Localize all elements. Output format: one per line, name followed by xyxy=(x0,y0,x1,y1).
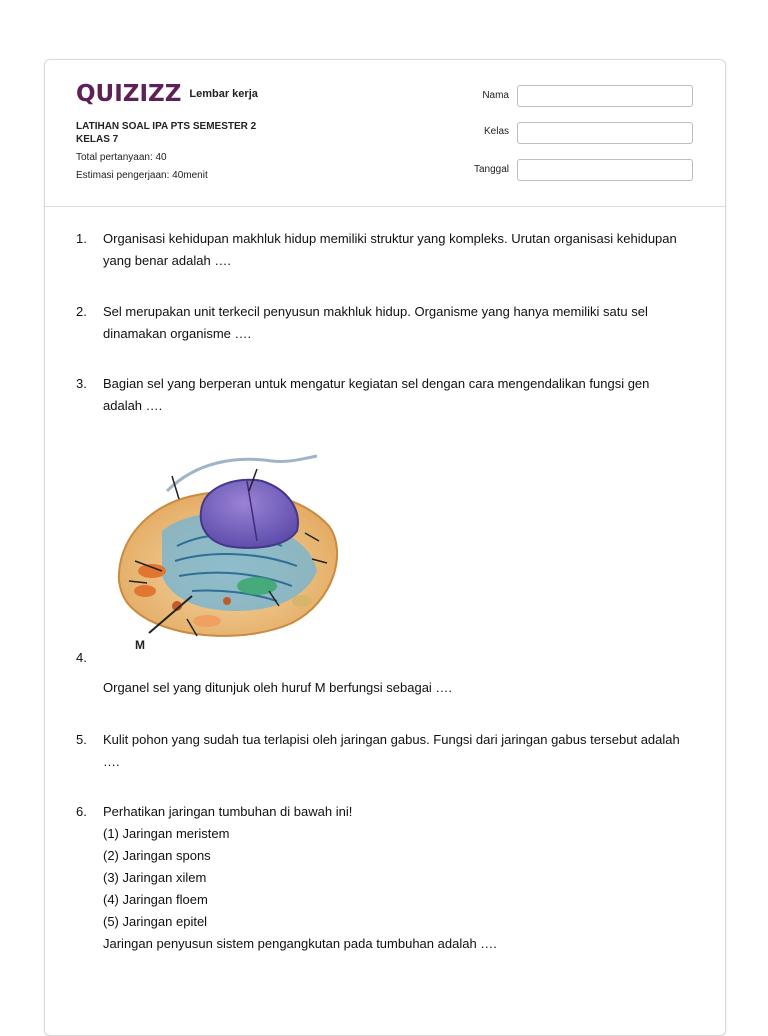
question-line: Jaringan penyusun sistem pengangkutan pada tumbuhan adalah …. xyxy=(103,936,497,951)
question-number: 2. xyxy=(76,304,87,319)
question-2 xyxy=(76,301,696,347)
question-number: 4. xyxy=(76,650,87,665)
question-line: Organisasi kehidupan makhluk hidup memiliki struktur yang kompleks. Urutan organisasi kehidupan xyxy=(103,231,677,246)
worksheet xyxy=(44,59,726,1036)
animal-cell-figure xyxy=(107,451,343,651)
name-label: Nama xyxy=(482,90,509,101)
question-text xyxy=(103,228,695,272)
title-line-1: LATIHAN SOAL IPA PTS SEMESTER 2 xyxy=(76,121,257,132)
list-item: (3) Jaringan xilem xyxy=(103,870,207,885)
question-text xyxy=(103,677,695,699)
quizizz-logo: QUIZIZZ xyxy=(76,81,182,107)
question-line: Sel merupakan unit terkecil penyusun makhluk hidup. Organisme yang hanya memiliki satu sel xyxy=(103,304,648,319)
list-item: (1) Jaringan meristem xyxy=(103,826,230,841)
question-text xyxy=(103,801,695,955)
question-line: …. xyxy=(103,754,120,769)
question-line: yang benar adalah …. xyxy=(103,253,231,268)
question-1 xyxy=(76,228,696,274)
question-number: 5. xyxy=(76,732,87,747)
question-4 xyxy=(76,647,696,707)
question-number: 3. xyxy=(76,376,87,391)
question-3 xyxy=(76,373,696,419)
class-label: Kelas xyxy=(483,126,509,137)
question-text xyxy=(103,373,695,417)
question-5 xyxy=(76,729,696,775)
sheet-type-label: Lembar kerja xyxy=(189,88,258,100)
list-item: (2) Jaringan spons xyxy=(103,848,211,863)
name-field[interactable] xyxy=(517,85,693,107)
question-6 xyxy=(76,801,696,961)
question-line: Perhatikan jaringan tumbuhan di bawah ini! xyxy=(103,804,353,819)
question-number: 1. xyxy=(76,231,87,246)
question-line: Kulit pohon yang sudah tua terlapisi oleh jaringan gabus. Fungsi dari jaringan gabus tersebut adalah xyxy=(103,732,680,747)
question-line: Organel sel yang ditunjuk oleh huruf M berfungsi sebagai …. xyxy=(103,680,453,695)
date-field[interactable] xyxy=(517,159,693,181)
figure-label-m: M xyxy=(135,638,145,651)
worksheet-title xyxy=(76,120,316,146)
brand xyxy=(76,82,258,106)
class-field[interactable] xyxy=(517,122,693,144)
list-item: (5) Jaringan epitel xyxy=(103,914,208,929)
estimated-duration: Estimasi pengerjaan: 40menit xyxy=(76,170,208,181)
question-text xyxy=(103,301,695,345)
list-item: (4) Jaringan floem xyxy=(103,892,208,907)
question-line: Bagian sel yang berperan untuk mengatur kegiatan sel dengan cara mengendalikan fungsi gen xyxy=(103,376,650,391)
title-line-2: KELAS 7 xyxy=(76,134,119,145)
question-number: 6. xyxy=(76,804,87,819)
total-questions: Total pertanyaan: 40 xyxy=(76,152,167,163)
date-label: Tanggal xyxy=(473,164,509,175)
question-line: dinamakan organisme …. xyxy=(103,326,252,341)
question-text xyxy=(103,729,695,773)
worksheet-header xyxy=(45,60,725,207)
question-line: adalah …. xyxy=(103,398,163,413)
